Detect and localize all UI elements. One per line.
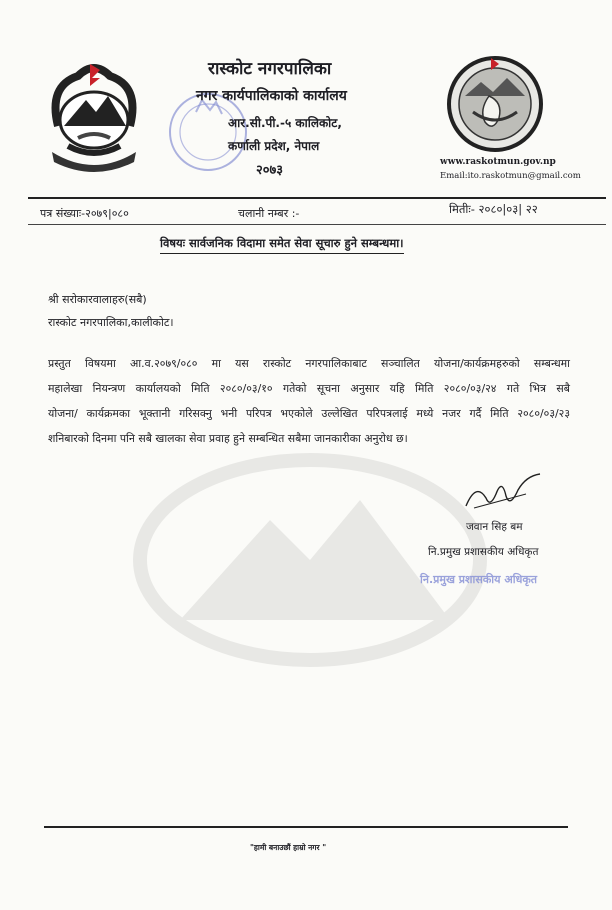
established-year: २०७३: [256, 163, 284, 178]
footer-divider: [44, 826, 568, 828]
header-divider: [28, 197, 606, 199]
body-line: महालेखा नियन्त्रण कार्यालयको मिति २०८०/०३/१० गतेको सूचना अनुसार यहि मिति २०८०/०३/२४ गते भित्र सबै: [48, 382, 570, 395]
municipality-logo-icon: [437, 52, 553, 156]
signature-icon: [456, 468, 546, 518]
meta-divider: [28, 224, 606, 225]
signatory-title: नि.प्रमुख प्रशासकीय अधिकृत: [428, 546, 539, 558]
recipient-line-1: श्री सरोकारवालाहरु(सबै): [48, 293, 147, 306]
municipality-name: रास्कोट नगरपालिका: [208, 59, 332, 79]
email-text: Email:ito.raskotmun@gmail.com: [440, 171, 581, 181]
ward-address: आर.सी.पी.-५ कालिकोट,: [228, 116, 342, 130]
footer-motto: "हामी बनाउछौं हाम्रो नगर ": [250, 843, 327, 852]
body-line: शनिबारको दिनमा पनि सबै खालका सेवा प्रवाह हुने सम्बन्धित सबैमा जानकारीका अनुरोध छ।: [48, 432, 408, 445]
reference-number: पत्र संख्याः-२०७९|०८०: [40, 207, 129, 220]
body-line: प्रस्तुत विषयमा आ.व.२०७९/०८० मा यस रास्कोट नगरपालिकाबाट सञ्चालित योजना/कार्यक्रमहरुको सम्बन्धमा: [48, 357, 570, 370]
office-name: नगर कार्यपालिकाको कार्यालय: [196, 88, 347, 104]
website-text: www.raskotmun.gov.np: [440, 157, 556, 167]
province-address: कर्णाली प्रदेश, नेपाल: [228, 139, 320, 153]
signatory-stamp: नि.प्रमुख प्रशासकीय अधिकृत: [420, 573, 538, 586]
dispatch-number: चलानी नम्बर :-: [238, 207, 300, 220]
watermark-emblem: [120, 450, 500, 670]
subject-line: विषयः सार्वजनिक विदामा समेत सेवा सूचारु हुने सम्बन्धमा।: [160, 236, 404, 254]
letter-date: मितीः- २०८०|०३| २२: [449, 202, 538, 216]
nepal-emblem-icon: [38, 56, 150, 174]
signatory-name: जवान सिह बम: [466, 521, 523, 533]
recipient-line-2: रास्कोट नगरपालिका,कालीकोट।: [48, 316, 174, 329]
body-line: योजना/ कार्यक्रमका भूक्तानी गरिसक्नु भनी परिपत्र भएकोले उल्लेखित परिपत्रलाई मध्ये नजर गर्दै मिति २०८०/०३/२३: [48, 407, 570, 420]
